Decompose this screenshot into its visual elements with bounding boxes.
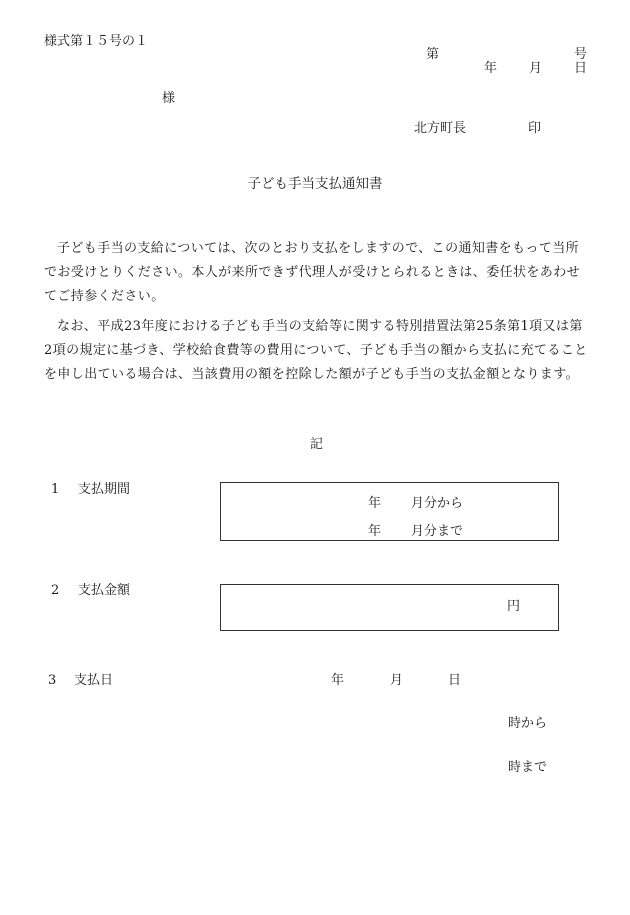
seal-mark: 印 <box>528 121 542 136</box>
header-day-label: 日 <box>574 61 588 76</box>
period-from-year-label: 年 <box>368 496 382 511</box>
header-month-label: 月 <box>529 61 543 76</box>
payment-day-label: 日 <box>448 673 462 688</box>
yen-unit-label: 円 <box>507 599 521 614</box>
period-to-month-label: 月分まで <box>411 524 464 539</box>
item-2-label: 支払金額 <box>78 583 131 598</box>
item-1-label: 支払期間 <box>78 482 131 497</box>
payment-month-label: 月 <box>390 673 404 688</box>
ki-heading: 記 <box>310 437 324 452</box>
document-title: 子ども手当支払通知書 <box>247 176 383 192</box>
item-3-number: 3 <box>48 673 57 688</box>
item-1-number: 1 <box>51 482 60 497</box>
form-number: 様式第１５号の１ <box>44 34 149 49</box>
time-to-label: 時まで <box>508 760 548 775</box>
item-2-number: 2 <box>51 583 60 598</box>
time-from-label: 時から <box>508 716 548 731</box>
body-paragraph-1: 子ども手当の支給については、次のとおり支払をしますので、この通知書をもって当所でお受けとりください。本人が来所できず代理人が受けとられるときは、委任状をあわせてご持参ください。 <box>44 241 581 304</box>
payment-year-label: 年 <box>331 673 345 688</box>
period-to-year-label: 年 <box>368 524 382 539</box>
amount-box[interactable] <box>220 584 559 631</box>
notice-number-suffix: 号 <box>574 47 588 62</box>
header-year-label: 年 <box>484 61 498 76</box>
recipient-honorific: 様 <box>162 91 176 106</box>
period-box[interactable] <box>220 482 559 541</box>
notice-number-prefix: 第 <box>426 47 440 62</box>
item-3-label: 支払日 <box>74 673 114 688</box>
issuer-name: 北方町長 <box>414 121 467 136</box>
period-from-month-label: 月分から <box>411 496 464 511</box>
body-paragraph-2: なお、平成23年度における子ども手当の支給等に関する特別措置法第25条第1項又は第2項の規定に基づき、学校給食費等の費用について、子ども手当の額から支払に充てることを申し出ている場合は、当該費用の額を控除した額が子ども手当の支払金額となります。 <box>44 319 588 382</box>
